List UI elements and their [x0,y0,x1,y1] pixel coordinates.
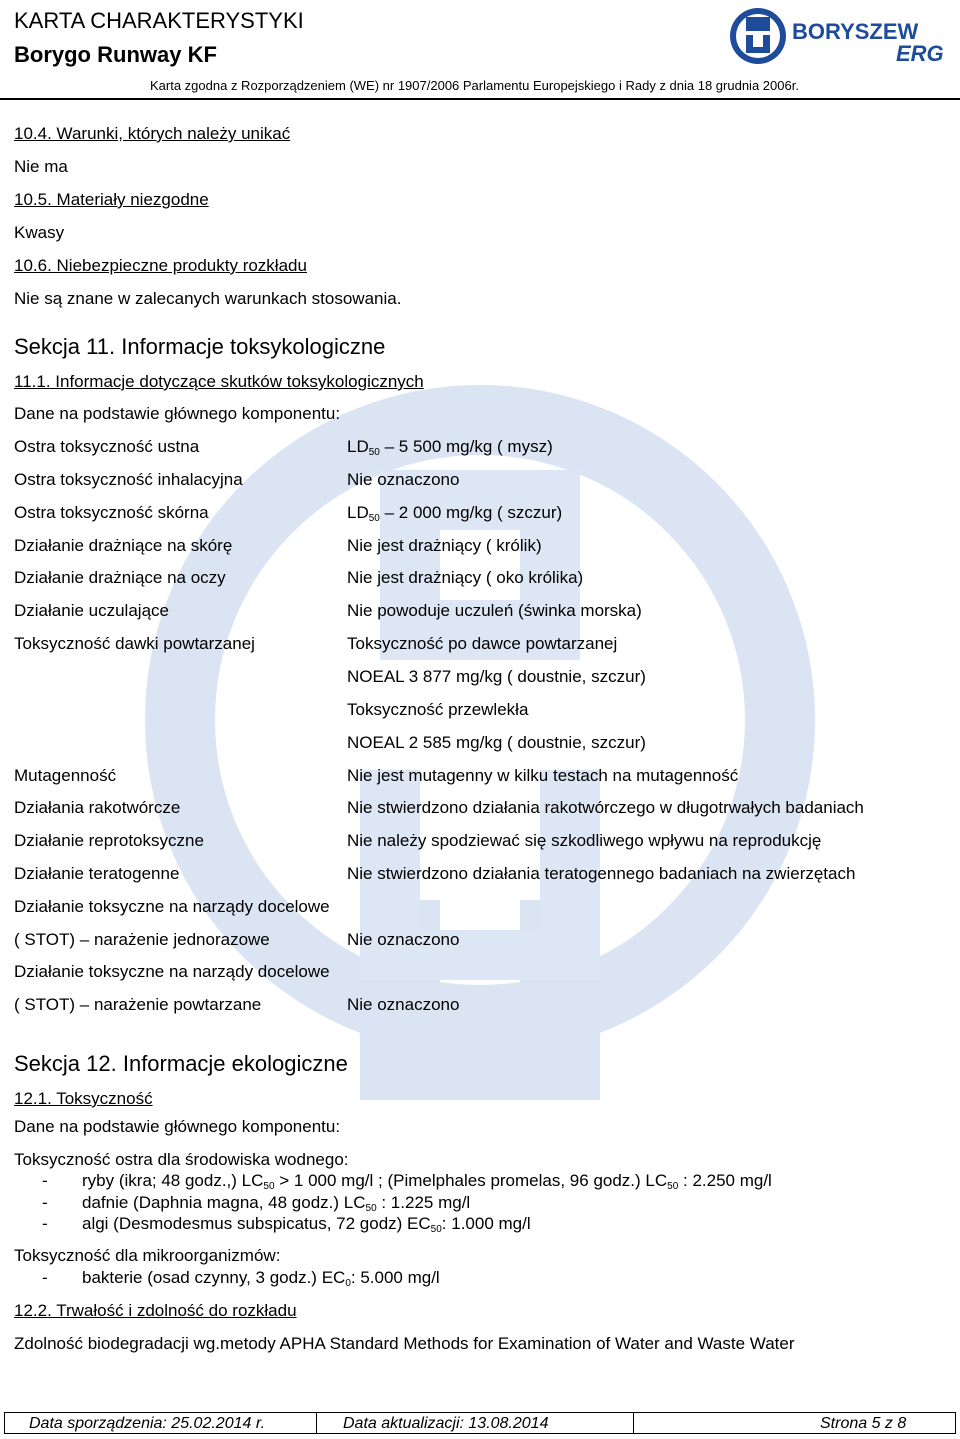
tox-row-value: Nie stwierdzono działania rakotwórczego w długotrwałych badaniach [347,798,864,818]
stot-single-label-b: ( STOT) – narażenie jednorazowe [14,930,270,949]
tox-row-value: Nie jest drażniący ( oko królika) [347,568,584,588]
tox-row-label: Działanie teratogenne [14,864,180,884]
list-item: dafnie (Daphnia magna, 48 godz.) $LC_{50}$ : 1.225 mg/l [82,1192,471,1214]
footer-bar [4,1412,956,1434]
text-10-6: Nie są znane w zalecanych warunkach stosowania. [14,289,402,308]
tox-row-value: Nie należy spodziewać się szkodliwego wpływu na reprodukcję [347,831,822,851]
tox-row-label: Działanie drażniące na skórę [14,535,233,555]
heading-12-1: 12.1. Toksyczność [14,1089,153,1108]
stot-repeated-label-b: ( STOT) – narażenie powtarzane [14,995,262,1014]
tox-row-label: Ostra toksyczność inhalacyjna [14,469,243,489]
tox-row-value: NOEAL 2 585 mg/kg ( doustnie, szczur) [347,732,646,752]
list-item: ryby (ikra; 48 godz.,) $LC_{50} > 1$ 000 mg/l ; (Pimelphales promelas, 96 godz.) $LC_{50}$ : 2.250 mg/l [82,1171,772,1192]
tox-row-label: Mutagenność [14,765,117,785]
tox-row-value: Nie powoduje uczuleń (świnka morska) [347,601,642,621]
heading-10-6: 10.6. Niebezpieczne produkty rozkładu [14,256,307,275]
tox-row-value: $LD_{50} - 5$ 500 mg/kg ( mysz) [347,437,553,458]
tox-row-value: Nie oznaczono [347,469,460,489]
tox-row-value: NOEAL 3 877 mg/kg ( doustnie, szczur) [347,666,646,686]
heading-10-4: 10.4. Warunki, których należy unikać [14,124,291,143]
logo-text: BORYSZEW [792,19,919,44]
micro-title: Toksyczność dla mikroorganizmów: [14,1246,281,1265]
boryszew-logo [724,5,954,67]
regulation-note: Karta zgodna z Rozporządzeniem (WE) nr 1907/2006 Parlamentu Europejskiego i Rady z dnia 18 grudnia 2006r. [150,78,799,93]
basis-text-12: Dane na podstawie głównego komponentu: [14,1117,341,1136]
aquatic-title: Toksyczność ostra dla środowiska wodnego: [14,1150,349,1169]
product-name: Borygo Runway KF [14,42,217,67]
tox-row-value: Toksyczność po dawce powtarzanej [347,634,618,654]
document-title: KARTA CHARAKTERYSTYKI [14,8,304,33]
footer-page: Strona 5 z 8 [820,1415,907,1432]
stot-single-value: Nie oznaczono [347,930,460,949]
footer-divider [633,1413,634,1433]
list-item: algi (Desmodesmus subspicatus, 72 godz) $EC_{50}$: 1.000 mg/l [82,1214,531,1235]
stot-repeated-label-a: Działanie toksyczne na narządy docelowe [14,962,330,981]
section-11-title: Sekcja 11. Informacje toksykologiczne [14,334,386,359]
tox-row-label: Ostra toksyczność skórna [14,502,209,522]
logo-sub: ERG [896,41,944,66]
list-dash: - [42,1171,48,1190]
text-10-5: Kwasy [14,223,65,242]
tox-row-value: Toksyczność przewlekła [347,699,529,719]
tox-row-value: Nie jest drażniący ( królik) [347,535,542,555]
tox-row-label: Toksyczność dawki powtarzanej [14,634,255,654]
list-item: bakterie (osad czynny, 3 godz.) $EC_0$: 5.000 mg/l [82,1268,440,1289]
heading-10-5: 10.5. Materiały niezgodne [14,190,209,209]
heading-12-2: 12.2. Trwałość i zdolność do rozkładu [14,1301,297,1320]
tox-row-label: Działanie uczulające [14,601,169,621]
basis-text-11: Dane na podstawie głównego komponentu: [14,404,341,423]
text-10-4: Nie ma [14,157,68,176]
tox-row-value: Nie stwierdzono działania teratogennego badaniach na zwierzętach [347,864,856,884]
footer-created: Data sporządzenia: 25.02.2014 r. [29,1415,266,1432]
tox-row-label: Działanie reprotoksyczne [14,831,204,851]
heading-11-1: 11.1. Informacje dotyczące skutków toksykologicznych [14,372,424,391]
list-dash: - [42,1214,48,1233]
list-dash: - [42,1192,48,1212]
section-12-title: Sekcja 12. Informacje ekologiczne [14,1051,348,1076]
stot-single-label-a: Działanie toksyczne na narządy docelowe [14,897,330,916]
tox-row-label: Działanie drażniące na oczy [14,568,226,588]
tox-row-value: $LD_{50} - 2$ 000 mg/kg ( szczur) [347,502,563,524]
text-12-2: Zdolność biodegradacji wg.metody APHA Standard Methods for Examination of Water and Waste Water [14,1334,795,1353]
tox-row-label: Ostra toksyczność ustna [14,437,200,456]
footer-updated: Data aktualizacji: 13.08.2014 [343,1415,549,1432]
list-dash: - [42,1268,48,1287]
footer-divider [316,1413,317,1433]
header-rule [0,98,960,100]
stot-repeated-value: Nie oznaczono [347,995,460,1014]
tox-row-value: Nie jest mutagenny w kilku testach na mutagenność [347,765,739,785]
tox-row-label: Działania rakotwórcze [14,798,181,818]
